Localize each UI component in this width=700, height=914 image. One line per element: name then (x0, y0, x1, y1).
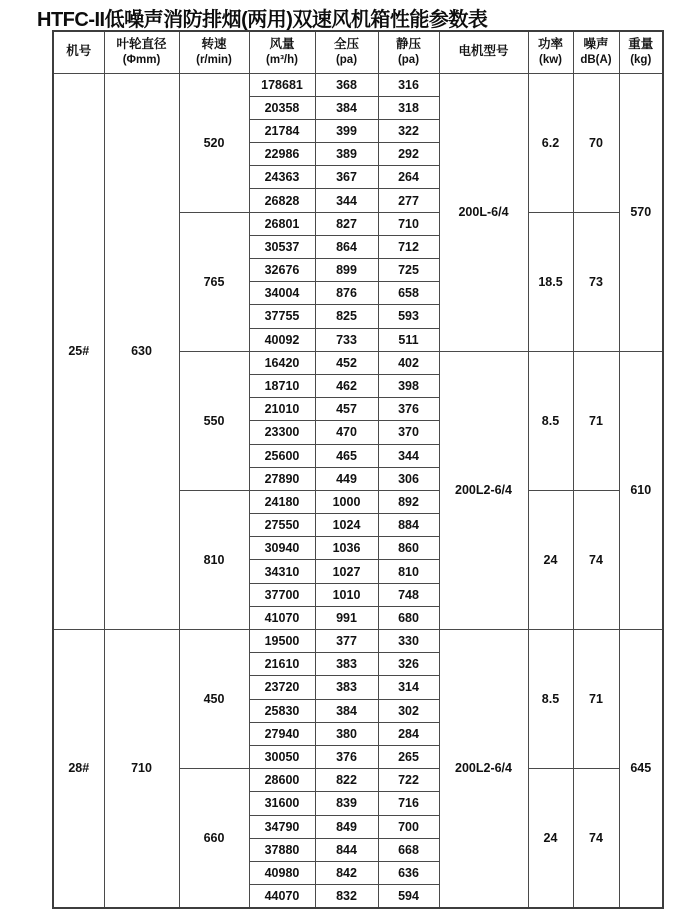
airflow-cell: 27550 (249, 514, 315, 537)
total-pressure-cell: 876 (315, 282, 378, 305)
header-label: 重量 (628, 37, 654, 52)
header-label: 风量 (269, 37, 295, 52)
static-pressure-cell: 284 (378, 722, 439, 745)
total-pressure-cell: 1000 (315, 490, 378, 513)
column-header-static-pressure (378, 31, 439, 73)
column-header-total-pressure (315, 31, 378, 73)
total-pressure-cell: 827 (315, 212, 378, 235)
column-header-power (528, 31, 573, 73)
airflow-cell: 30537 (249, 235, 315, 258)
header-unit: (pa) (397, 53, 420, 66)
noise-cell: 71 (573, 630, 619, 769)
total-pressure-cell: 368 (315, 73, 378, 96)
static-pressure-cell: 716 (378, 792, 439, 815)
static-pressure-cell: 265 (378, 745, 439, 768)
total-pressure-cell: 344 (315, 189, 378, 212)
total-pressure-cell: 399 (315, 119, 378, 142)
static-pressure-cell: 376 (378, 398, 439, 421)
table-header (53, 31, 663, 73)
total-pressure-cell: 899 (315, 259, 378, 282)
static-pressure-cell: 712 (378, 235, 439, 258)
total-pressure-cell: 733 (315, 328, 378, 351)
total-pressure-cell: 822 (315, 769, 378, 792)
static-pressure-cell: 810 (378, 560, 439, 583)
static-pressure-cell: 344 (378, 444, 439, 467)
header-label: 机号 (66, 44, 92, 59)
total-pressure-cell: 384 (315, 96, 378, 119)
static-pressure-cell: 330 (378, 630, 439, 653)
airflow-cell: 41070 (249, 606, 315, 629)
static-pressure-cell: 658 (378, 282, 439, 305)
airflow-cell: 34004 (249, 282, 315, 305)
airflow-cell: 40092 (249, 328, 315, 351)
header-label: 转速 (201, 37, 227, 52)
motor-model-cell: 200L2-6/4 (439, 630, 528, 908)
airflow-cell: 34790 (249, 815, 315, 838)
airflow-cell: 27890 (249, 467, 315, 490)
airflow-cell: 26801 (249, 212, 315, 235)
total-pressure-cell: 457 (315, 398, 378, 421)
airflow-cell: 24180 (249, 490, 315, 513)
header-unit: (kg) (630, 53, 652, 66)
power-cell: 6.2 (528, 73, 573, 212)
airflow-cell: 178681 (249, 73, 315, 96)
total-pressure-cell: 470 (315, 421, 378, 444)
header-unit: dB(A) (580, 53, 612, 66)
table-row (53, 630, 663, 653)
static-pressure-cell: 594 (378, 885, 439, 908)
page-title: HTFC-II低噪声消防排烟(两用)双速风机箱性能参数表 (37, 9, 488, 31)
total-pressure-cell: 380 (315, 722, 378, 745)
airflow-cell: 27940 (249, 722, 315, 745)
column-header-noise (573, 31, 619, 73)
static-pressure-cell: 402 (378, 351, 439, 374)
airflow-cell: 37700 (249, 583, 315, 606)
airflow-cell: 44070 (249, 885, 315, 908)
machine-id-cell: 25# (53, 73, 104, 630)
total-pressure-cell: 462 (315, 374, 378, 397)
total-pressure-cell: 1036 (315, 537, 378, 560)
header-unit: (pa) (335, 53, 358, 66)
total-pressure-cell: 844 (315, 838, 378, 861)
airflow-cell: 37880 (249, 838, 315, 861)
power-cell: 24 (528, 769, 573, 908)
noise-cell: 70 (573, 73, 619, 212)
static-pressure-cell: 725 (378, 259, 439, 282)
power-cell: 18.5 (528, 212, 573, 351)
column-header-airflow (249, 31, 315, 73)
static-pressure-cell: 306 (378, 467, 439, 490)
airflow-cell: 23300 (249, 421, 315, 444)
total-pressure-cell: 383 (315, 653, 378, 676)
power-cell: 8.5 (528, 630, 573, 769)
total-pressure-cell: 849 (315, 815, 378, 838)
airflow-cell: 37755 (249, 305, 315, 328)
header-label: 全压 (333, 37, 359, 52)
static-pressure-cell: 884 (378, 514, 439, 537)
impeller-diameter-cell: 630 (104, 73, 179, 630)
total-pressure-cell: 383 (315, 676, 378, 699)
static-pressure-cell: 860 (378, 537, 439, 560)
airflow-cell: 16420 (249, 351, 315, 374)
total-pressure-cell: 1024 (315, 514, 378, 537)
airflow-cell: 21784 (249, 119, 315, 142)
airflow-cell: 20358 (249, 96, 315, 119)
static-pressure-cell: 700 (378, 815, 439, 838)
header-unit: (kw) (539, 53, 562, 66)
column-header-motor-model (439, 31, 528, 73)
speed-cell: 550 (179, 351, 249, 490)
column-header-impeller-diameter (104, 31, 179, 73)
total-pressure-cell: 864 (315, 235, 378, 258)
static-pressure-cell: 318 (378, 96, 439, 119)
total-pressure-cell: 452 (315, 351, 378, 374)
motor-model-cell: 200L-6/4 (439, 73, 528, 351)
total-pressure-cell: 839 (315, 792, 378, 815)
airflow-cell: 34310 (249, 560, 315, 583)
power-cell: 24 (528, 490, 573, 629)
static-pressure-cell: 398 (378, 374, 439, 397)
airflow-cell: 25830 (249, 699, 315, 722)
table-row (53, 73, 663, 96)
total-pressure-cell: 376 (315, 745, 378, 768)
weight-cell: 645 (619, 630, 663, 908)
total-pressure-cell: 832 (315, 885, 378, 908)
total-pressure-cell: 389 (315, 143, 378, 166)
airflow-cell: 24363 (249, 166, 315, 189)
airflow-cell: 31600 (249, 792, 315, 815)
static-pressure-cell: 277 (378, 189, 439, 212)
total-pressure-cell: 825 (315, 305, 378, 328)
static-pressure-cell: 326 (378, 653, 439, 676)
airflow-cell: 22986 (249, 143, 315, 166)
speed-cell: 660 (179, 769, 249, 908)
machine-id-cell: 28# (53, 630, 104, 908)
fan-spec-table (52, 30, 664, 909)
header-label: 噪声 (583, 37, 609, 52)
total-pressure-cell: 991 (315, 606, 378, 629)
noise-cell: 71 (573, 351, 619, 490)
airflow-cell: 40980 (249, 861, 315, 884)
static-pressure-cell: 636 (378, 861, 439, 884)
noise-cell: 73 (573, 212, 619, 351)
static-pressure-cell: 892 (378, 490, 439, 513)
static-pressure-cell: 370 (378, 421, 439, 444)
header-unit: (m³/h) (266, 53, 298, 66)
power-cell: 8.5 (528, 351, 573, 490)
airflow-cell: 28600 (249, 769, 315, 792)
static-pressure-cell: 316 (378, 73, 439, 96)
speed-cell: 450 (179, 630, 249, 769)
weight-cell: 570 (619, 73, 663, 351)
airflow-cell: 30050 (249, 745, 315, 768)
impeller-diameter-cell: 710 (104, 630, 179, 908)
total-pressure-cell: 1027 (315, 560, 378, 583)
total-pressure-cell: 842 (315, 861, 378, 884)
table-body (53, 73, 663, 908)
static-pressure-cell: 593 (378, 305, 439, 328)
column-header-weight (619, 31, 663, 73)
static-pressure-cell: 668 (378, 838, 439, 861)
total-pressure-cell: 367 (315, 166, 378, 189)
header-label: 电机型号 (458, 44, 509, 59)
total-pressure-cell: 377 (315, 630, 378, 653)
speed-cell: 520 (179, 73, 249, 212)
total-pressure-cell: 1010 (315, 583, 378, 606)
static-pressure-cell: 680 (378, 606, 439, 629)
airflow-cell: 32676 (249, 259, 315, 282)
static-pressure-cell: 322 (378, 119, 439, 142)
header-unit: (Φmm) (122, 53, 161, 66)
static-pressure-cell: 314 (378, 676, 439, 699)
speed-cell: 765 (179, 212, 249, 351)
airflow-cell: 23720 (249, 676, 315, 699)
static-pressure-cell: 302 (378, 699, 439, 722)
static-pressure-cell: 292 (378, 143, 439, 166)
header-label: 叶轮直径 (116, 37, 167, 52)
airflow-cell: 21010 (249, 398, 315, 421)
static-pressure-cell: 264 (378, 166, 439, 189)
airflow-cell: 25600 (249, 444, 315, 467)
column-header-speed (179, 31, 249, 73)
total-pressure-cell: 465 (315, 444, 378, 467)
static-pressure-cell: 722 (378, 769, 439, 792)
airflow-cell: 19500 (249, 630, 315, 653)
airflow-cell: 18710 (249, 374, 315, 397)
motor-model-cell: 200L2-6/4 (439, 351, 528, 629)
weight-cell: 610 (619, 351, 663, 629)
airflow-cell: 26828 (249, 189, 315, 212)
noise-cell: 74 (573, 769, 619, 908)
header-row (53, 31, 663, 73)
column-header-machine-id (53, 31, 104, 73)
static-pressure-cell: 511 (378, 328, 439, 351)
airflow-cell: 21610 (249, 653, 315, 676)
total-pressure-cell: 449 (315, 467, 378, 490)
speed-cell: 810 (179, 490, 249, 629)
airflow-cell: 30940 (249, 537, 315, 560)
noise-cell: 74 (573, 490, 619, 629)
header-label: 静压 (395, 37, 421, 52)
static-pressure-cell: 710 (378, 212, 439, 235)
static-pressure-cell: 748 (378, 583, 439, 606)
header-unit: (r/min) (196, 53, 232, 66)
header-label: 功率 (537, 37, 563, 52)
total-pressure-cell: 384 (315, 699, 378, 722)
